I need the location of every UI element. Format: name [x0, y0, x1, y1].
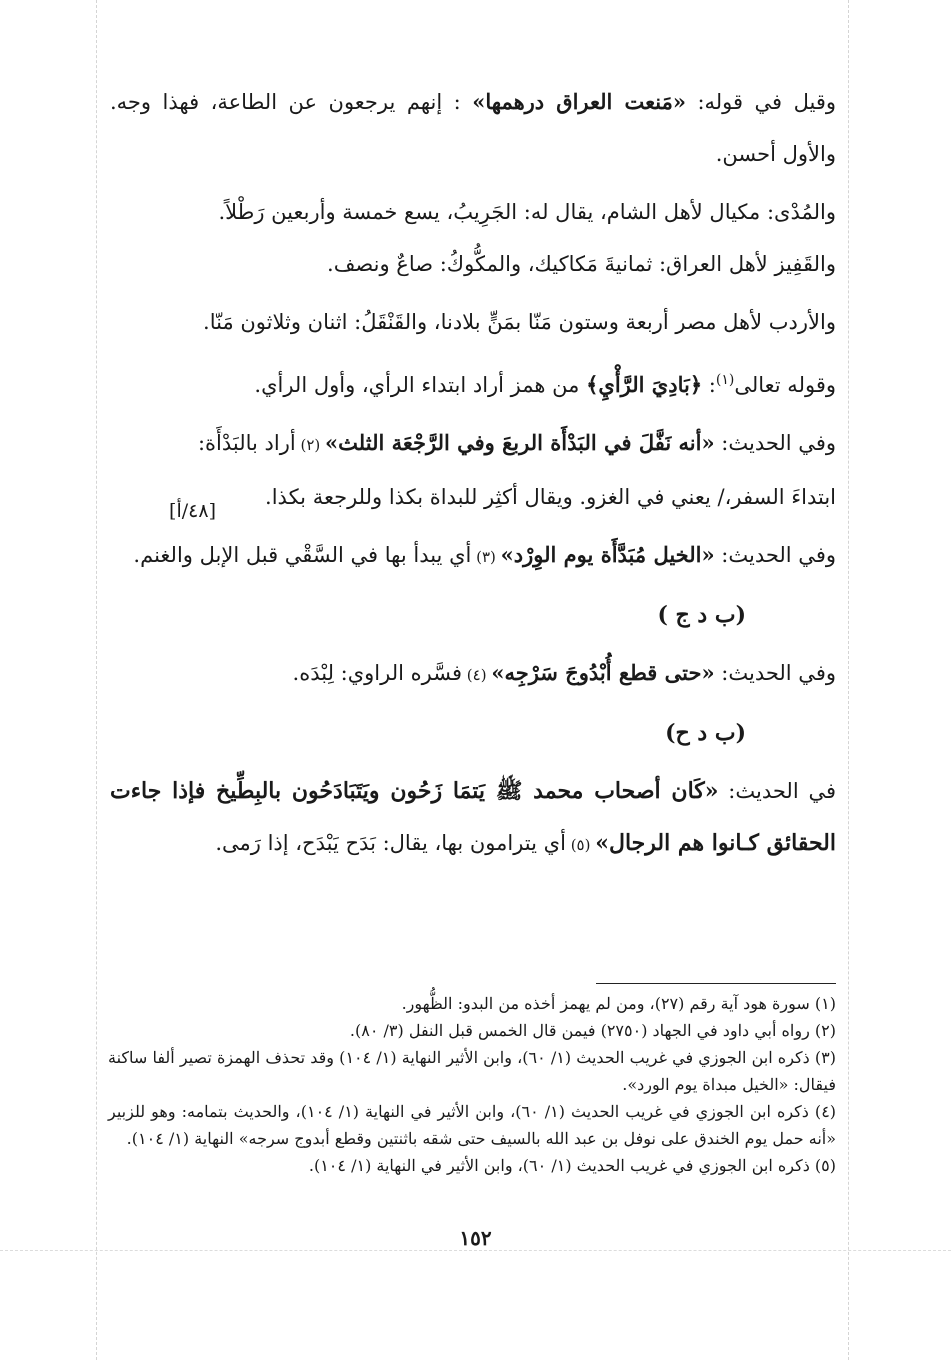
paragraph-2	[110, 186, 836, 290]
paragraph-3: والأردب لأهل مصر أربعة وستون مَنّا بمَنٍّ بلادنا، والقَنْقَلُ: اثنان وثلاثون مَنّا.	[203, 310, 836, 334]
text: فسَّره الراوي: لِبْدَه.	[292, 661, 463, 685]
hadith-quote: «كَان أصحاب محمد ﷺ يَتمَا زَحُون ويَتَبَادَحُون بالبِطِّيخ فإذا جاءت الحقائق كـانوا هم الرجال»	[110, 778, 836, 856]
quote: «مَنعت العراق درهمها»	[472, 89, 686, 114]
text: ابتداءَ السفر،/ يعني في الغزو. ويقال أكثِر للبداة بكذا وللرجعة بكذا.	[265, 485, 836, 509]
footnote-ref[interactable]: (٤)	[462, 666, 492, 684]
quran-quote: ﴿بَادِيَ الرَّأْيِ﴾	[586, 372, 703, 397]
text: :	[702, 373, 716, 397]
guide-line	[0, 1250, 951, 1251]
paragraph-1	[110, 76, 836, 180]
hadith-quote: «أنه نَفَّلَ في البَدْأَة الربعَ وفي الرَّجْعَة الثلث»	[325, 430, 715, 455]
page-number: ١٥٢	[459, 1226, 492, 1250]
text: وفي الحديث:	[714, 661, 836, 685]
footnotes	[108, 990, 836, 1179]
footnote-ref[interactable]: (٣)	[471, 548, 501, 566]
footnote-1: (١) سورة هود آية رقم (٢٧)، ومن لم يهمز أخذه من البدو: الظُّهور.	[401, 994, 836, 1013]
text: أي يترامون بها، يقال: بَدَح يَبْدَح، إذا رَمى.	[215, 831, 566, 855]
paragraph-7	[110, 647, 836, 701]
hadith-quote: «حتى قطع أُبْدُوجَ سَرْجِه»	[491, 660, 715, 685]
text: وقيل في قوله:	[685, 90, 837, 114]
text: أي يبدأ بها في السَّقْي قبل الإبل والغنم.	[133, 543, 472, 567]
text: والمُدْى: مكيال لأهل الشام، يقال له: الجَرِيبُ، يسع خمسة وأربعين رَطْلاً.	[218, 200, 836, 224]
margin-folio-note: [٤٨/أ]	[169, 500, 216, 522]
paragraph-4	[110, 354, 836, 411]
entry-heading: (ب د ح)	[665, 720, 746, 746]
text-line	[169, 485, 836, 522]
paragraph-5	[110, 417, 836, 523]
text: أراد بالبَدْأَة:	[197, 431, 296, 455]
paragraph-6	[110, 529, 836, 583]
main-text	[110, 76, 836, 871]
hadith-quote: «الخيل مُبَدَّأَة يوم الوِرْد»	[500, 542, 715, 567]
text: وقوله تعالى	[734, 373, 836, 397]
text: والقَفِيز لأهل العراق: ثمانيةَ مَكاكيك، والمكُّوكُ: صاعٌ ونصف.	[327, 252, 836, 276]
text: في الحديث:	[718, 779, 836, 803]
text: : إنهم يرجعون عن الطاعة، فهذا وجه. والأول أحسن.	[110, 90, 836, 166]
text: من همز أراد ابتداء الرأي، وأول الرأي.	[254, 373, 587, 397]
entry-heading: (ب د ج )	[657, 602, 746, 628]
footnote-ref[interactable]: (٥)	[565, 836, 596, 854]
text: وفي الحديث:	[714, 431, 836, 455]
footnote-ref[interactable]: (٢)	[295, 436, 326, 454]
footnote-2: (٢) رواه أبي داود في الجهاد (٢٧٥٠) فيمن قال الخمس قبل النفل (٣/ ٨٠).	[349, 1021, 836, 1040]
footnote-3: (٣) ذكره ابن الجوزي في غريب الحديث (١/ ٦٠)، وابن الأثير النهاية (١/ ١٠٤) وقد تحذف الهمزة تصير ألفا ساكنة فيقال: «الخيل مبداة يوم الورد».	[108, 1048, 836, 1094]
footnote-ref[interactable]: (١)	[715, 372, 735, 388]
paragraph-8	[110, 765, 836, 871]
guide-line	[848, 0, 849, 1360]
guide-line	[96, 0, 97, 1360]
text: وفي الحديث:	[714, 543, 836, 567]
footnote-5: (٥) ذكره ابن الجوزي في غريب الحديث (١/ ٦٠)، وابن الأثير في النهاية (١/ ١٠٤).	[308, 1156, 836, 1175]
footnote-4: (٤) ذكره ابن الجوزي في غريب الحديث (١/ ٦٠)، وابن الأثير في النهاية (١/ ١٠٤)، والحديث بتمامه: وهو للزبير «أنه حمل يوم الخندق على نوفل بن عبد الله بالسيف حتى شقه باثنتين وقطع أبدوج سرجه» النهاية (١/ ١٠٤).	[108, 1102, 837, 1148]
footnote-separator	[596, 983, 836, 984]
